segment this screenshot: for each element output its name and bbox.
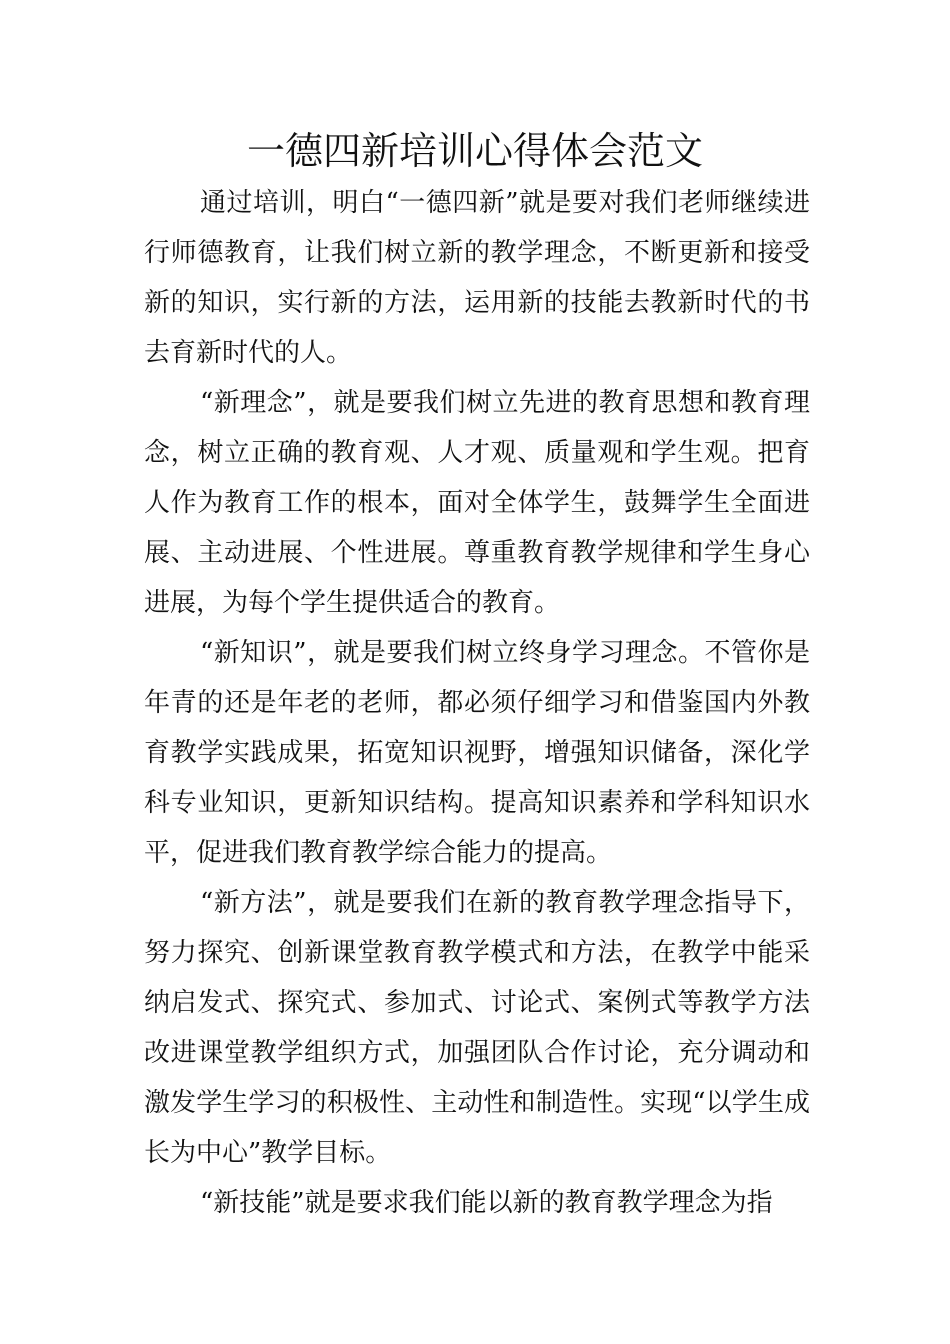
paragraph-new-knowledge: “新知识”，就是要我们树立终身学习理念。不管你是年青的还是年老的老师，都必须仔细学习和借鉴国内外教育教学实践成果，拓宽知识视野，增强知识储备，深化学科专业知识，更新知识结构。提高知识素养和学科知识水平，促进我们教育教学综合能力的提高。: [144, 638, 810, 868]
paragraph-new-method: “新方法”，就是要我们在新的教育教学理念指导下，努力探究、创新课堂教育教学模式和方法，在教学中能采纳启发式、探究式、参加式、讨论式、案例式等教学方法改进课堂教学组织方式，加强团队合作讨论，充分调动和激发学生学习的积极性、主动性和制造性。实现“以学生成长为中心”教学目标。: [144, 888, 810, 1168]
document-body: [144, 178, 810, 1228]
document-title: 一德四新培训心得体会范文: [246, 129, 703, 173]
paragraph-intro: 通过培训，明白“一德四新”就是要对我们老师继续进行师德教育，让我们树立新的教学理念，不断更新和接受新的知识，实行新的方法，运用新的技能去教新时代的书去育新时代的人。: [144, 188, 810, 368]
paragraph-new-concept: “新理念”，就是要我们树立先进的教育思想和教育理念，树立正确的教育观、人才观、质量观和学生观。把育人作为教育工作的根本，面对全体学生，鼓舞学生全面进展、主动进展、个性进展。尊重教育教学规律和学生身心进展，为每个学生提供适合的教育。: [144, 388, 810, 618]
paragraph-new-skill: “新技能”就是要求我们能以新的教育教学理念为指: [200, 1188, 773, 1218]
